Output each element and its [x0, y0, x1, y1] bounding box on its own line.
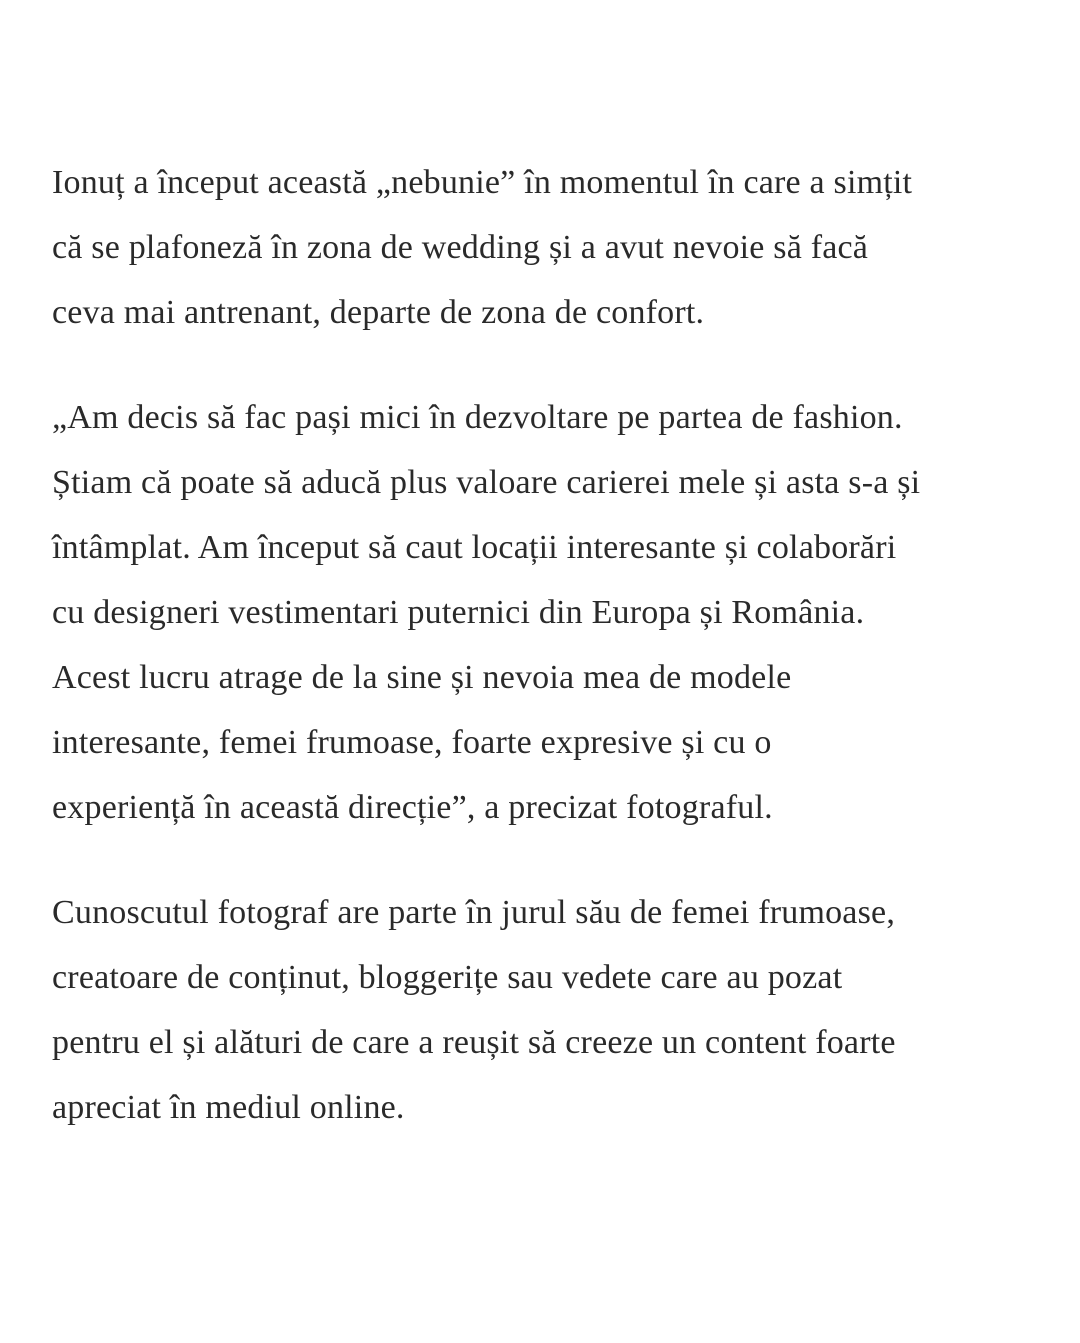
paragraph-line: interesante, femei frumoase, foarte expresive și cu o — [52, 724, 772, 761]
paragraph-line: pentru el și alături de care a reușit să creeze un content foarte — [52, 1024, 896, 1061]
paragraph-line: că se plafoneză în zona de wedding și a avut nevoie să facă — [52, 229, 869, 266]
paragraph-line: creatoare de conținut, bloggerițe sau vedete care au pozat — [52, 959, 843, 996]
paragraph-line: apreciat în mediul online. — [52, 1089, 405, 1126]
paragraph-line: experiență în această direcție”, a precizat fotograful. — [52, 789, 773, 826]
paragraph-line: Știam că poate să aducă plus valoare carierei mele și asta s-a și — [52, 464, 921, 501]
paragraph-intro — [52, 150, 1036, 345]
paragraph-line: „Am decis să fac pași mici în dezvoltare pe partea de fashion. — [52, 399, 903, 436]
paragraph-line: cu designeri vestimentari puternici din Europa și România. — [52, 594, 865, 631]
paragraph-line: ceva mai antrenant, departe de zona de confort. — [52, 294, 705, 331]
paragraph-quote — [52, 385, 1036, 840]
paragraph-line: Cunoscutul fotograf are parte în jurul său de femei frumoase, — [52, 894, 896, 931]
paragraph-line: întâmplat. Am început să caut locații interesante și colaborări — [52, 529, 897, 566]
paragraph-line: Acest lucru atrage de la sine și nevoia mea de modele — [52, 659, 792, 696]
paragraph-line: Ionuț a început această „nebunie” în momentul în care a simțit — [52, 164, 913, 201]
paragraph-outro — [52, 880, 1036, 1140]
